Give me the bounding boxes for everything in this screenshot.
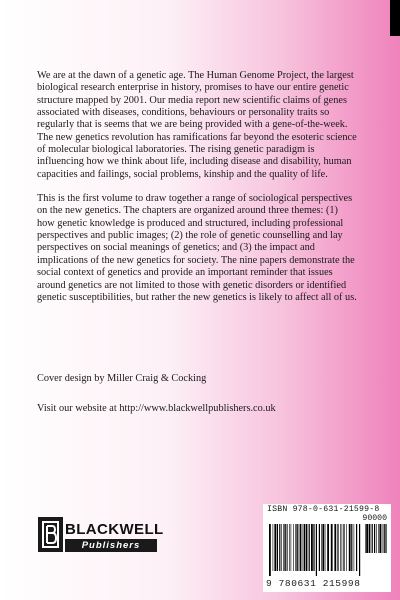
barcode-bar	[384, 524, 385, 553]
barcode-bar	[365, 524, 366, 553]
publisher-website: Visit our website at http://www.blackwellpublishers.co.uk	[37, 403, 276, 414]
isbn-barcode-block	[263, 504, 391, 592]
barcode-bar	[283, 524, 284, 571]
barcode-bar	[382, 524, 383, 553]
barcode-bar	[274, 524, 276, 571]
price-code: 90000	[362, 514, 387, 523]
blackwell-mark-icon	[38, 517, 63, 552]
cover-design-credit: Cover design by Miller Craig & Cocking	[37, 373, 207, 384]
publisher-subtitle: Publishers	[81, 540, 141, 551]
barcode-bar	[325, 524, 326, 571]
barcode-bar	[322, 524, 324, 571]
blurb-paragraph-2: This is the first volume to draw together a range of sociological perspectives on the new genetics. The chapters are organized around three themes: (1) how genetic knowledge is produced and structured, including professional perspectives and public images; (2) the role of genetic counselling and lay perspectives on social meanings of genetics; and (3) the impact and implications of the new genetics for society. The nine papers demonstrate the social context of genetics and provide an important reminder that issues around genetics are not limited to those with genetic disorders or identified genetic susceptibilities, but rather the new genetics is likely to affect all of us.	[37, 193, 357, 303]
barcode-bar	[342, 524, 343, 571]
barcode-bar	[378, 524, 379, 553]
barcode-bar	[319, 524, 320, 571]
barcode-bar	[269, 524, 271, 576]
publisher-name: BLACKWELL	[65, 521, 164, 538]
barcode-bar	[354, 524, 355, 571]
barcode-bar	[334, 524, 336, 571]
barcode-bar	[289, 524, 290, 571]
barcode-bar	[293, 524, 294, 571]
barcode-digits: 9 780631 215998	[266, 578, 361, 589]
barcode-bar	[300, 524, 302, 571]
addon-barcode	[365, 524, 387, 558]
barcode-bar	[379, 524, 381, 553]
barcode-bar	[291, 524, 292, 571]
barcode-bar	[277, 524, 278, 571]
barcode-bar	[340, 524, 341, 571]
barcode-bar	[273, 524, 274, 571]
barcode-bar	[337, 524, 338, 571]
barcode-bar	[281, 524, 282, 571]
barcode-bar	[343, 524, 344, 571]
barcode-bar	[311, 524, 313, 571]
barcode-bar	[346, 524, 347, 571]
barcode-bar	[303, 524, 304, 571]
barcode-bar	[331, 524, 333, 571]
barcode-bar	[376, 524, 377, 553]
barcode-bar	[356, 524, 357, 571]
barcode-bar	[316, 524, 317, 576]
barcode-bar	[279, 524, 280, 571]
barcode-bar	[297, 524, 298, 571]
barcode-bar	[321, 524, 322, 571]
barcode-bar	[306, 524, 308, 571]
barcode-bar	[372, 524, 373, 553]
publisher-sub-band	[65, 539, 157, 552]
top-edge-bar	[390, 0, 400, 36]
barcode-bar	[385, 524, 386, 553]
barcode-bar	[304, 524, 305, 571]
barcode-bar	[313, 524, 314, 571]
ean-barcode	[269, 524, 361, 576]
isbn-number: ISBN 978-0-631-21599-8	[267, 505, 380, 514]
barcode-bar	[374, 524, 375, 553]
barcode-bar	[369, 524, 371, 553]
barcode-bar	[327, 524, 329, 571]
blurb-paragraph-1: We are at the dawn of a genetic age. The Human Genome Project, the largest biological research enterprise in history, promises to have our entire genetic structure mapped by 2001. Our media report new scientific claims of genes associated with diseases, conditions, behaviours or personality traits so regularly that is seems that we are being provided with a gene-of-the-week. The new genetics revolution has ramifications far beyond the esoteric science of molecular biological laboratories. The rising genetic paradigm is influencing how we think about life, including disease and disability, human capacities and failings, social problems, kinship and the quality of life.	[37, 70, 357, 180]
barcode-bar	[349, 524, 351, 571]
back-cover-blurb	[37, 70, 357, 316]
barcode-bar	[309, 524, 310, 571]
barcode-bar	[287, 524, 288, 571]
barcode-bar	[285, 524, 286, 571]
barcode-bar	[359, 524, 360, 576]
barcode-bar	[366, 524, 368, 553]
barcode-bar	[295, 524, 296, 571]
barcode-bar	[351, 524, 352, 571]
